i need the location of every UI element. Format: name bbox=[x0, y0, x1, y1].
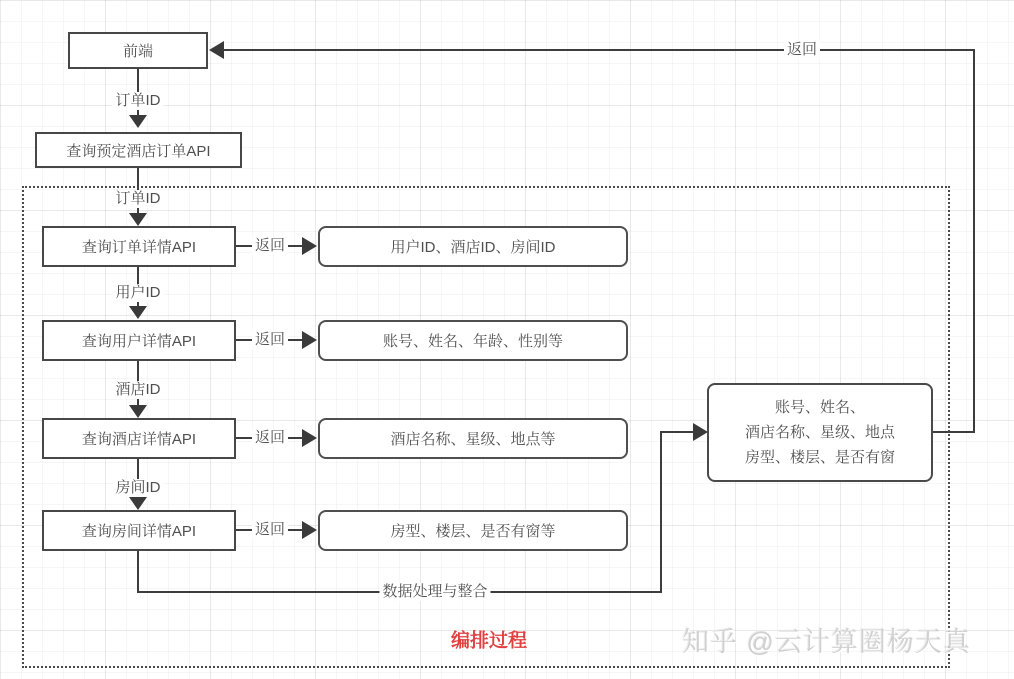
order-detail-result-box bbox=[318, 226, 628, 267]
hotel-detail-api-box bbox=[42, 418, 236, 459]
frontend-box bbox=[68, 32, 208, 69]
order-detail-api-label: 查询订单详情API bbox=[81, 239, 197, 256]
user-detail-api-label: 查询用户详情API bbox=[81, 333, 197, 350]
room-detail-api-box bbox=[42, 510, 236, 551]
user-detail-result-box bbox=[318, 320, 628, 361]
data-processing-label: 数据处理与整合 bbox=[379, 583, 490, 601]
booking-order-api-box bbox=[35, 132, 242, 168]
room-detail-api-label: 查询房间详情API bbox=[81, 523, 197, 540]
arrow-down-icon bbox=[129, 306, 147, 319]
frontend-box-label: 前端 bbox=[122, 43, 153, 60]
room-detail-result-label: 房型、楼层、是否有窗等 bbox=[390, 523, 556, 540]
zhihu-watermark: 知乎 @云计算圈杨天真 bbox=[682, 627, 971, 657]
user-detail-result-label: 账号、姓名、年龄、性别等 bbox=[382, 333, 563, 350]
return-top-label: 返回 bbox=[784, 41, 820, 59]
return-label-row4: 返回 bbox=[252, 521, 288, 539]
hotel-detail-api-label: 查询酒店详情API bbox=[81, 431, 197, 448]
order-id-inner-label: 订单ID bbox=[112, 190, 163, 208]
order-detail-result-label: 用户ID、酒店ID、房间ID bbox=[390, 239, 556, 256]
arrow-right-icon bbox=[302, 429, 317, 447]
arrow-down-icon bbox=[129, 497, 147, 510]
arrow-right-icon bbox=[693, 423, 708, 441]
order-detail-api-box bbox=[42, 226, 236, 267]
hotel-detail-result-box bbox=[318, 418, 628, 459]
arrow-right-icon bbox=[302, 237, 317, 255]
arrow-down-icon bbox=[129, 115, 147, 128]
aggregate-result-line3: 房型、楼层、是否有窗 bbox=[744, 449, 895, 466]
connector-line bbox=[222, 49, 975, 51]
arrow-right-icon bbox=[302, 331, 317, 349]
hotel-detail-result-label: 酒店名称、星级、地点等 bbox=[390, 431, 556, 448]
arrow-down-icon bbox=[129, 213, 147, 226]
orchestration-region-title: 编排过程 bbox=[450, 630, 528, 652]
connector-line bbox=[137, 551, 139, 593]
room-detail-result-box bbox=[318, 510, 628, 551]
booking-order-api-label: 查询预定酒店订单API bbox=[66, 142, 211, 160]
room-id-label: 房间ID bbox=[112, 479, 163, 497]
arrow-down-icon bbox=[129, 405, 147, 418]
connector-line bbox=[973, 49, 975, 433]
arrow-left-icon bbox=[209, 41, 224, 59]
return-label-row2: 返回 bbox=[252, 331, 288, 349]
user-detail-api-box bbox=[42, 320, 236, 361]
order-id-top-label: 订单ID bbox=[112, 92, 163, 110]
user-id-label: 用户ID bbox=[112, 284, 163, 302]
aggregate-result-box bbox=[707, 383, 933, 482]
return-label-row3: 返回 bbox=[252, 429, 288, 447]
arrow-right-icon bbox=[302, 521, 317, 539]
hotel-id-label: 酒店ID bbox=[112, 381, 163, 399]
connector-line bbox=[933, 431, 975, 433]
return-label-row1: 返回 bbox=[252, 237, 288, 255]
aggregate-result-line1: 账号、姓名、 bbox=[774, 399, 865, 416]
connector-line bbox=[660, 431, 662, 593]
aggregate-result-line2: 酒店名称、星级、地点 bbox=[744, 424, 895, 441]
connector-line bbox=[660, 431, 696, 433]
